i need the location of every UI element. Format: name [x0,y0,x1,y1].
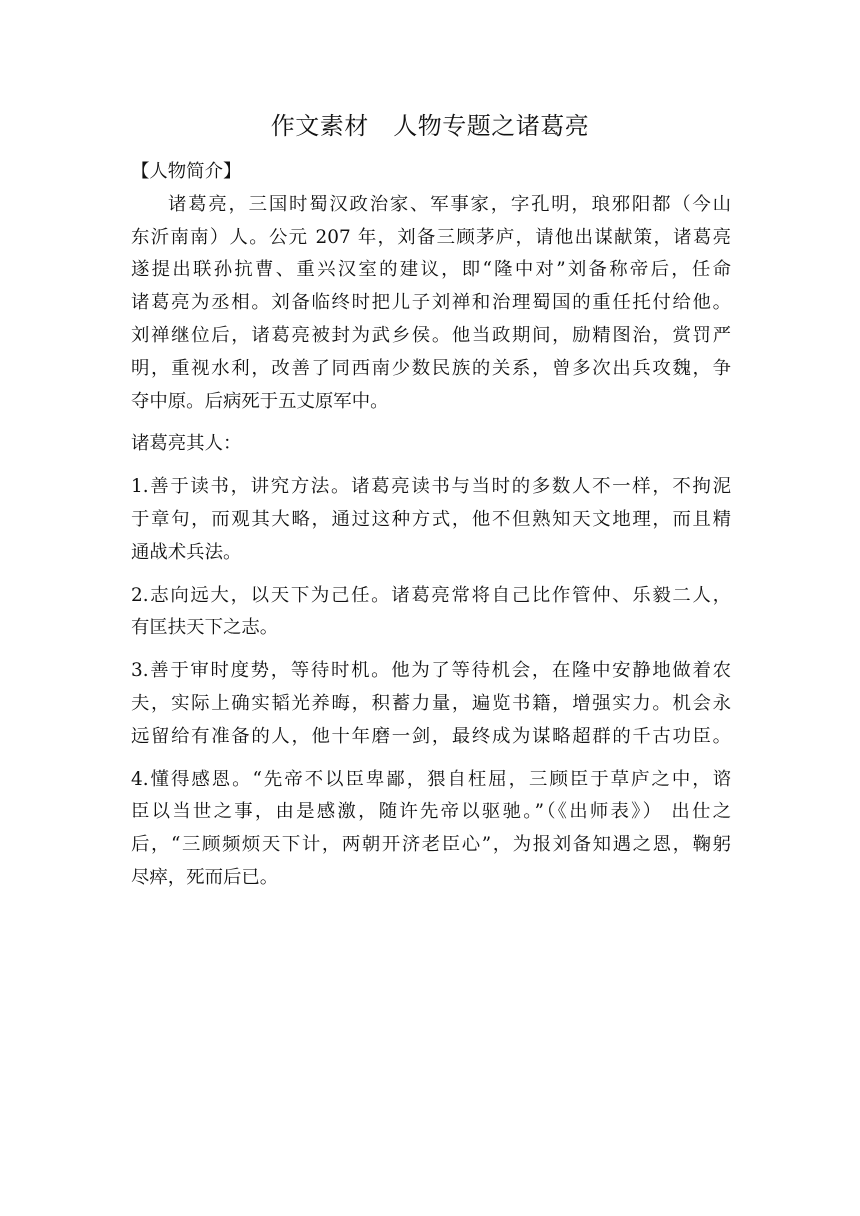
subheading: 诸葛亮其人： [131,433,242,455]
point-line: 3.善于审时度势，等待时机。他为了等待机会，在隆中安静地做着农 [131,660,731,682]
point-line: 后，“三顾频烦天下计，两朝开济老臣心”，为报刘备知遇之恩，鞠躬 [131,834,731,856]
point-line: 臣以当世之事，由是感激，随许先帝以驱驰。”（《出师表》） 出仕之 [131,801,731,823]
point-item [131,764,731,895]
document-title: 作文素材 人物专题之诸葛亮 [270,112,590,140]
intro-paragraph [131,189,731,419]
point-line: 1.善于读书，讲究方法。诸葛亮读书与当时的多数人不一样，不拘泥 [131,476,731,498]
point-line: 通战术兵法。 [131,541,242,563]
point-line: 尽瘁，死而后已。 [131,866,279,888]
point-item [131,655,731,753]
intro-line: 诸葛亮为丞相。刘备临终时把儿子刘禅和治理蜀国的重任托付给他。 [131,292,731,314]
intro-line: 遂提出联孙抗曹、重兴汉室的建议，即“隆中对”刘备称帝后，任命 [131,259,731,281]
point-item [131,580,731,646]
point-line: 远留给有准备的人，他十年磨一剑，最终成为谋略超群的千古功臣。 [131,725,731,747]
point-line: 4.懂得感恩。“先帝不以臣卑鄙，猥自枉屈，三顾臣于草庐之中，谘 [131,768,731,790]
point-line: 有匡扶天下之志。 [131,617,279,639]
point-line: 夫，实际上确实韬光养晦，积蓄力量，遍览书籍，增强实力。机会永 [131,692,731,714]
document-body [131,156,731,895]
point-line: 2.志向远大，以天下为己任。诸葛亮常将自己比作管仲、乐毅二人， [131,584,731,606]
point-line: 于章句，而观其大略，通过这种方式，他不但熟知天文地理，而且精 [131,508,731,530]
intro-line: 东沂南南）人。公元 207 年，刘备三顾茅庐，请他出谋献策，诸葛亮 [131,226,731,248]
point-item [131,471,731,569]
intro-line: 刘禅继位后，诸葛亮被封为武乡侯。他当政期间，励精图治，赏罚严 [131,324,731,346]
section-heading: 【人物简介】 [131,161,242,182]
intro-line: 诸葛亮，三国时蜀汉政治家、军事家，字孔明，琅邪阳都（今山 [168,193,731,215]
intro-line: 夺中原。后病死于五丈原军中。 [131,390,389,412]
intro-line: 明，重视水利，改善了同西南少数民族的关系，曾多次出兵攻魏，争 [131,357,731,379]
